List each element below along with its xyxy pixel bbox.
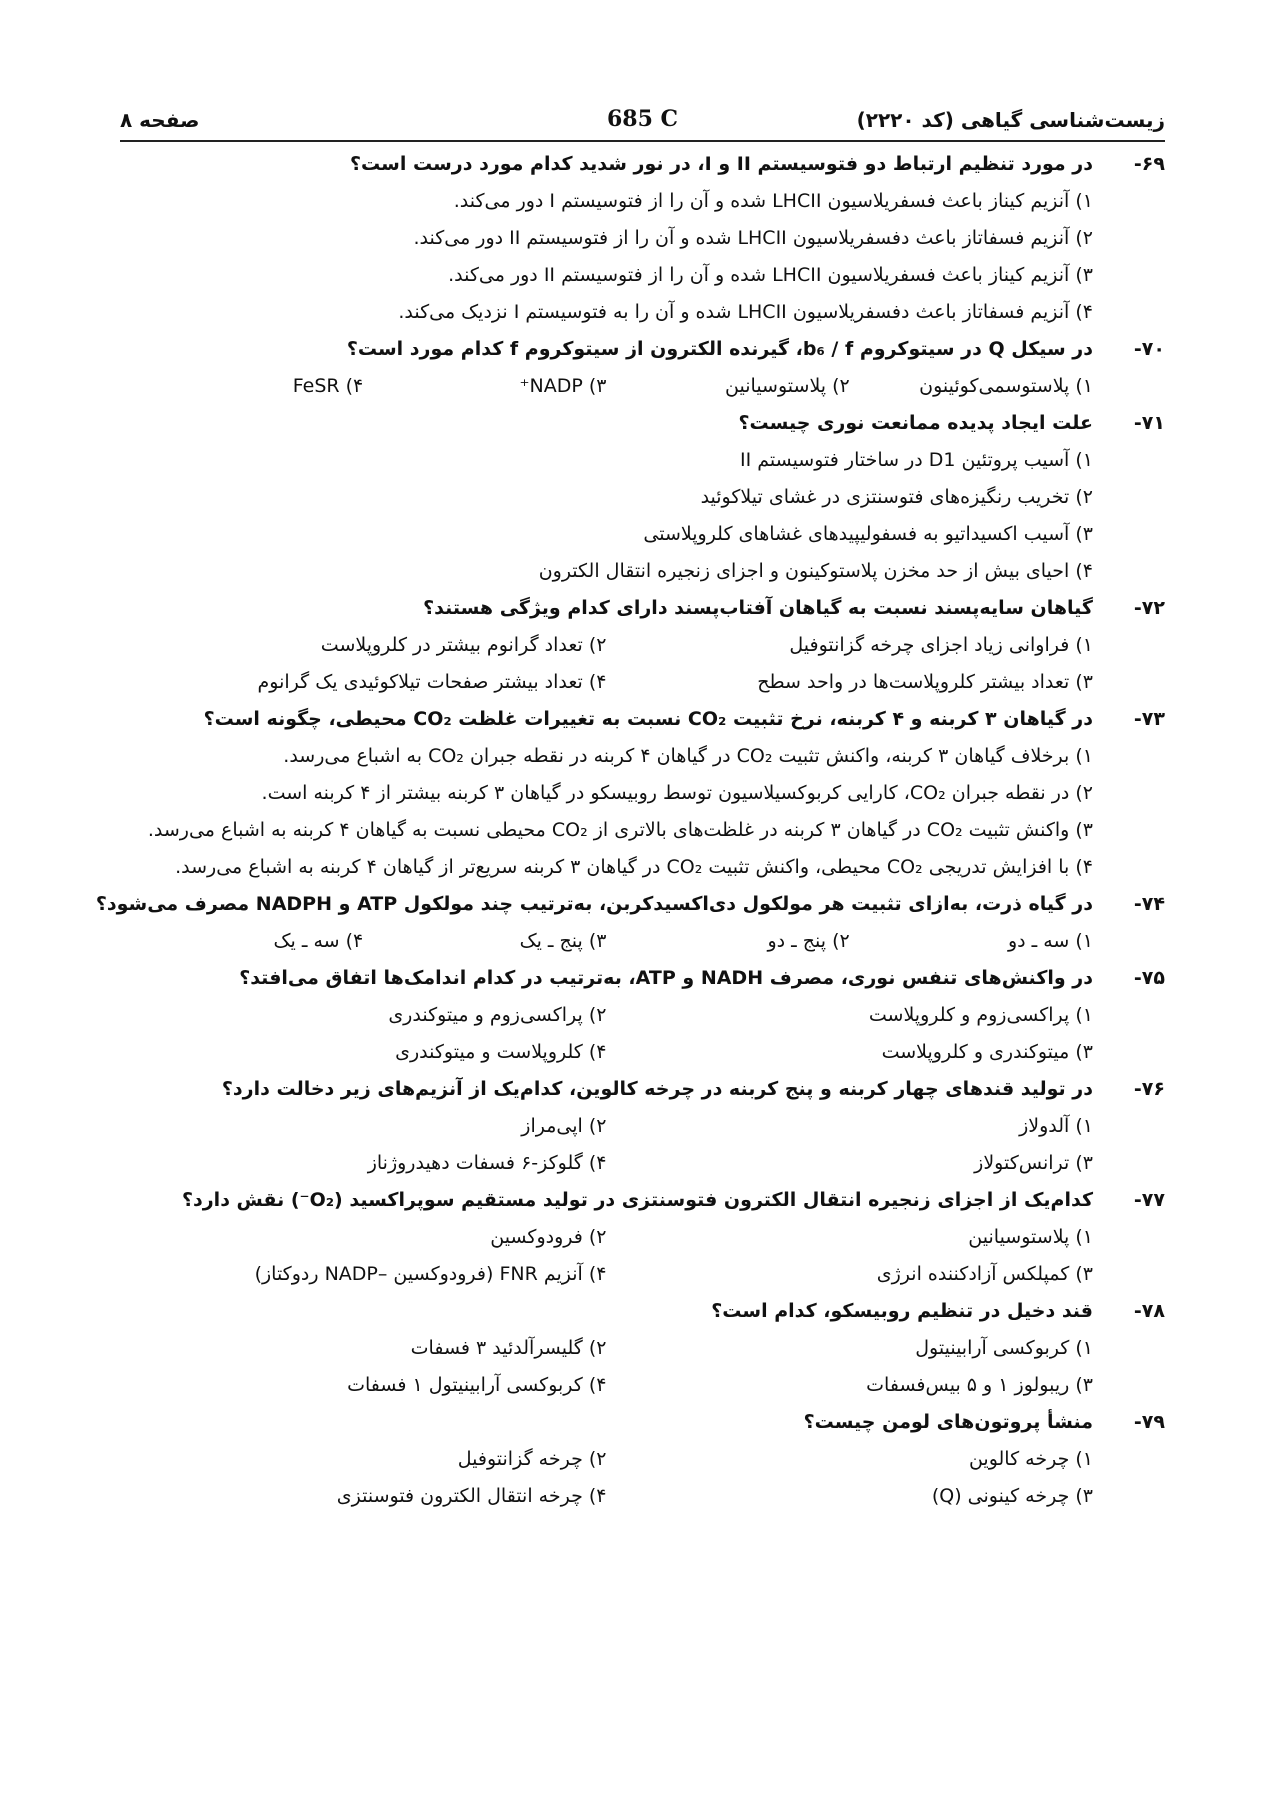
answer-options-row bbox=[120, 1478, 1165, 1515]
question-text: قند دخیل در تنظیم روبیسکو، کدام است؟ bbox=[711, 1300, 1093, 1322]
answer-option: ۴) احیای بیش از حد مخزن پلاستوکینون و اجزای زنجیره انتقال الکترون bbox=[538, 560, 1093, 582]
answer-option: ۴) FeSR bbox=[292, 375, 364, 397]
answer-option: ۲) تعداد گرانوم بیشتر در کلروپلاست bbox=[320, 634, 607, 656]
booklet-code: 685 C bbox=[606, 106, 679, 132]
answer-option: ۴) آنزیم FNR (فرودوکسین –NADP ردوکتاز) bbox=[254, 1263, 607, 1285]
answer-options-row bbox=[120, 1219, 1165, 1256]
answer-option: ۴) تعداد بیشتر صفحات تیلاکوئیدی یک گرانوم bbox=[257, 671, 607, 693]
question-number: ۷۲- bbox=[1133, 597, 1165, 619]
question-number: ۷۱- bbox=[1133, 412, 1165, 434]
answer-option: ۳) کمپلکس آزادکننده انرژی bbox=[876, 1263, 1093, 1285]
answer-option: ۴) با افزایش تدریجی CO₂ محیطی، واکنش تثبیت CO₂ در گیاهان ۳ کربنه سریع‌تر از گیاهان ۴ کربنه به اشباع می‌رسد. bbox=[175, 856, 1093, 878]
answer-options-row bbox=[120, 1034, 1165, 1071]
question-text: در سیکل Q در سیتوکروم b₆ / f، گیرنده الکترون از سیتوکروم f کدام مورد است؟ bbox=[346, 338, 1093, 360]
question-number: ۷۵- bbox=[1133, 967, 1165, 989]
answer-options-row bbox=[120, 1256, 1165, 1293]
answer-option: ۳) ریبولوز ۱ و ۵ بیس‌فسفات bbox=[866, 1374, 1093, 1396]
course-title: زیست‌شناسی گیاهی (کد ۲۲۲۰) bbox=[856, 108, 1165, 132]
question-number: ۷۷- bbox=[1133, 1189, 1165, 1211]
question-number: ۶۹- bbox=[1133, 153, 1165, 175]
question-stem bbox=[120, 1182, 1165, 1219]
answer-option: ۲) پلاستوسیانین bbox=[725, 375, 850, 397]
answer-option: ۱) پلاستوسمی‌کوئینون bbox=[919, 375, 1093, 397]
answer-option: ۳) NADP⁺ bbox=[519, 375, 607, 397]
page-number: صفحه ۸ bbox=[120, 108, 200, 132]
question-number: ۷۹- bbox=[1133, 1411, 1165, 1433]
answer-options-row bbox=[120, 1441, 1165, 1478]
answer-options-row bbox=[120, 368, 1165, 405]
answer-option: ۲) چرخه گزانتوفیل bbox=[457, 1448, 607, 1470]
question-stem bbox=[120, 405, 1165, 442]
question-text: در گیاهان ۳ کربنه و ۴ کربنه، نرخ تثبیت CO₂ نسبت به تغییرات غلظت CO₂ محیطی، چگونه است؟ bbox=[203, 708, 1093, 730]
question-text: در تولید قندهای چهار کربنه و پنج کربنه در چرخه کالوین، کدام‌یک از آنزیم‌های زیر دخالت دارد؟ bbox=[221, 1078, 1093, 1100]
answer-option: ۳) تعداد بیشتر کلروپلاست‌ها در واحد سطح bbox=[757, 671, 1093, 693]
question-number: ۷۸- bbox=[1133, 1300, 1165, 1322]
question-text: منشأ پروتون‌های لومن چیست؟ bbox=[803, 1411, 1093, 1433]
answer-option: ۲) تخریب رنگیزه‌های فتوسنتزی در غشای تیلاکوئید bbox=[700, 486, 1093, 508]
question-block bbox=[120, 1071, 1165, 1182]
answer-option: ۲) پنج ـ دو bbox=[767, 930, 850, 952]
question-block bbox=[120, 1182, 1165, 1293]
question-text: گیاهان سایه‌پسند نسبت به گیاهان آفتاب‌پسند دارای کدام ویژگی هستند؟ bbox=[423, 597, 1093, 619]
question-stem bbox=[120, 1071, 1165, 1108]
answer-option: ۲) در نقطه جبران CO₂، کارایی کربوکسیلاسیون توسط روبیسکو در گیاهان ۳ کربنه بیشتر از ۴ کربنه است. bbox=[261, 782, 1093, 804]
answer-option: ۴) آنزیم فسفاتاز باعث دفسفریلاسیون LHCII شده و آن را به فتوسیستم I نزدیک می‌کند. bbox=[398, 301, 1093, 323]
answer-options-row bbox=[120, 664, 1165, 701]
answer-option: ۱) فراوانی زیاد اجزای چرخه گزانتوفیل bbox=[789, 634, 1093, 656]
answer-option: ۲) فرودوکسین bbox=[490, 1226, 607, 1248]
question-block bbox=[120, 146, 1165, 331]
answer-option: ۳) چرخه کینونی (Q) bbox=[931, 1485, 1093, 1507]
question-block bbox=[120, 960, 1165, 1071]
answer-option: ۳) ترانس‌کتولاز bbox=[974, 1152, 1093, 1174]
question-stem bbox=[120, 331, 1165, 368]
answer-option: ۱) آنزیم کیناز باعث فسفریلاسیون LHCII شده و آن را از فتوسیستم I دور می‌کند. bbox=[453, 190, 1093, 212]
question-stem bbox=[95, 886, 1165, 923]
answer-options-row bbox=[120, 1108, 1165, 1145]
question-block bbox=[120, 590, 1165, 701]
answer-options-row bbox=[120, 1330, 1165, 1367]
answer-option: ۱) سه ـ دو bbox=[1007, 930, 1093, 952]
answer-options-row bbox=[120, 1367, 1165, 1404]
question-number: ۷۰- bbox=[1133, 338, 1165, 360]
question-list bbox=[95, 142, 1165, 1515]
answer-option: ۳) آنزیم کیناز باعث فسفریلاسیون LHCII شده و آن را از فتوسیستم II دور می‌کند. bbox=[448, 264, 1093, 286]
answer-option: ۱) کربوکسی آرابینیتول bbox=[915, 1337, 1093, 1359]
answer-options-row bbox=[120, 627, 1165, 664]
answer-option: ۱) پراکسی‌زوم و کلروپلاست bbox=[868, 1004, 1093, 1026]
answer-option: ۱) پلاستوسیانین bbox=[968, 1226, 1093, 1248]
question-number: ۷۶- bbox=[1133, 1078, 1165, 1100]
answer-option: ۱) برخلاف گیاهان ۳ کربنه، واکنش تثبیت CO₂ در گیاهان ۴ کربنه در نقطه جبران CO₂ به اشباع می‌رسد. bbox=[283, 745, 1093, 767]
answer-option: ۲) گلیسرآلدئید ۳ فسفات bbox=[410, 1337, 607, 1359]
question-text: در مورد تنظیم ارتباط دو فتوسیستم II و I، در نور شدید کدام مورد درست است؟ bbox=[350, 153, 1093, 175]
question-text: علت ایجاد پدیده ممانعت نوری چیست؟ bbox=[738, 412, 1093, 434]
question-text: در واکنش‌های تنفس نوری، مصرف NADH و ATP، به‌ترتیب در کدام اندامک‌ها اتفاق می‌افتد؟ bbox=[239, 967, 1093, 989]
answer-options-row bbox=[120, 923, 1165, 960]
answer-option: ۴) کلروپلاست و میتوکندری bbox=[395, 1041, 607, 1063]
question-block bbox=[120, 1404, 1165, 1515]
question-block bbox=[120, 701, 1165, 886]
question-text: در گیاه ذرت، به‌ازای تثبیت هر مولکول دی‌اکسیدکربن، به‌ترتیب چند مولکول ATP و NADPH مصرف می‌شود؟ bbox=[95, 893, 1093, 915]
answer-option: ۳) واکنش تثبیت CO₂ در گیاهان ۳ کربنه در غلظت‌های بالاتری از CO₂ محیطی نسبت به گیاهان ۴ کربنه به اشباع می‌رسد. bbox=[147, 819, 1093, 841]
question-block bbox=[120, 405, 1165, 590]
question-stem bbox=[120, 146, 1165, 183]
question-number: ۷۳- bbox=[1133, 708, 1165, 730]
question-number: ۷۴- bbox=[1133, 893, 1165, 915]
question-stem bbox=[120, 1404, 1165, 1441]
answer-option: ۲) اپی‌مراز bbox=[521, 1115, 607, 1137]
answer-option: ۳) پنج ـ یک bbox=[519, 930, 607, 952]
answer-option: ۳) آسیب اکسیداتیو به فسفولیپیدهای غشاهای کلروپلاستی bbox=[643, 523, 1093, 545]
question-stem bbox=[120, 960, 1165, 997]
question-stem bbox=[120, 590, 1165, 627]
answer-option: ۱) آلدولاز bbox=[1019, 1115, 1093, 1137]
answer-option: ۲) پراکسی‌زوم و میتوکندری bbox=[388, 1004, 607, 1026]
question-block bbox=[95, 886, 1165, 960]
answer-option: ۴) چرخه انتقال الکترون فتوسنتزی bbox=[336, 1485, 607, 1507]
answer-option: ۴) سه ـ یک bbox=[273, 930, 364, 952]
question-block bbox=[120, 1293, 1165, 1404]
answer-option: ۴) گلوکز-۶ فسفات دهیدروژناز bbox=[367, 1152, 607, 1174]
exam-page bbox=[95, 106, 1165, 1515]
question-stem bbox=[120, 701, 1165, 738]
answer-option: ۳) میتوکندری و کلروپلاست bbox=[881, 1041, 1093, 1063]
question-stem bbox=[120, 1293, 1165, 1330]
page-header bbox=[120, 108, 1165, 142]
answer-option: ۱) آسیب پروتئین D1 در ساختار فتوسیستم II bbox=[739, 449, 1093, 471]
answer-option: ۲) آنزیم فسفاتاز باعث دفسفریلاسیون LHCII شده و آن را از فتوسیستم II دور می‌کند. bbox=[413, 227, 1093, 249]
answer-options-row bbox=[120, 997, 1165, 1034]
question-text: کدام‌یک از اجزای زنجیره انتقال الکترون فتوسنتزی در تولید مستقیم سوپراکسید (O₂⁻) نقش دارد؟ bbox=[181, 1189, 1093, 1211]
answer-option: ۴) کربوکسی آرابینیتول ۱ فسفات bbox=[347, 1374, 607, 1396]
answer-options-row bbox=[120, 1145, 1165, 1182]
answer-option: ۱) چرخه کالوین bbox=[968, 1448, 1093, 1470]
question-block bbox=[120, 331, 1165, 405]
